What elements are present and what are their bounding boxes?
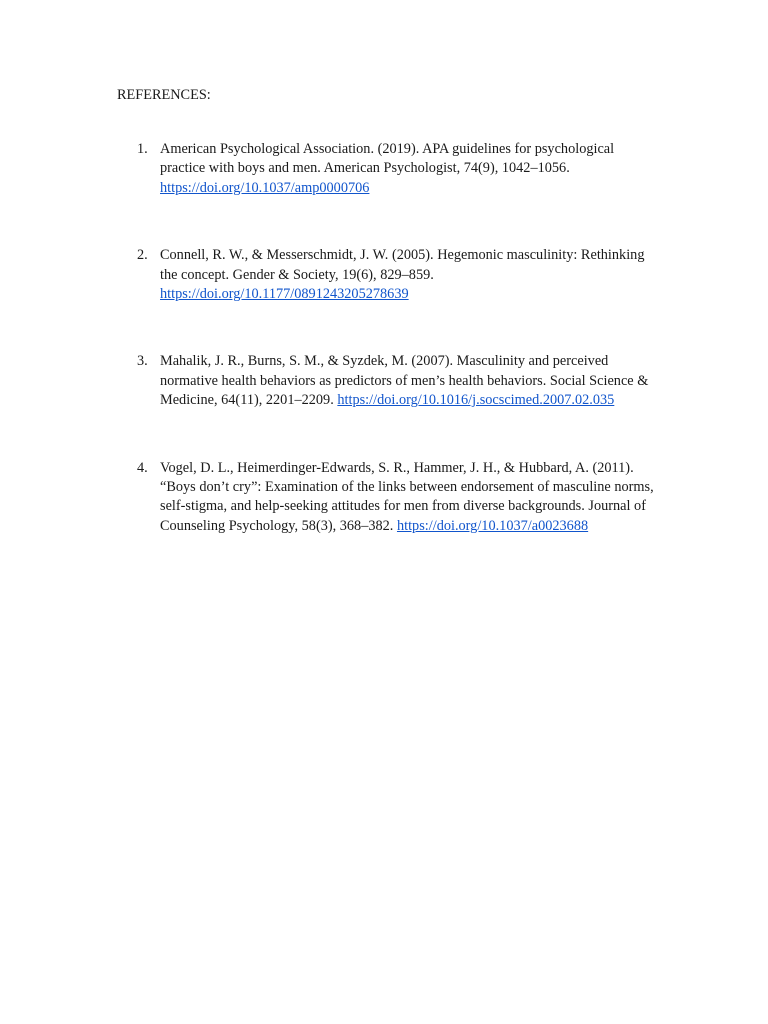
reference-doi-link[interactable]: https://doi.org/10.1177/0891243205278639 [160, 286, 409, 303]
reference-number: 4. [137, 459, 148, 476]
reference-doi-link[interactable]: https://doi.org/10.1037/amp0000706 [160, 179, 370, 196]
reference-citation: American Psychological Association. (2019). APA guidelines for psychological practice with boys and men. American Psychologist, 74(9), 1042–1056. [160, 141, 615, 177]
reference-item-2 [117, 246, 657, 304]
reference-doi-link[interactable]: https://doi.org/10.1016/j.socscimed.2007.02.035 [337, 392, 615, 409]
reference-number: 1. [137, 141, 148, 157]
reference-citation: Connell, R. W., & Messerschmidt, J. W. (2005). Hegemonic masculinity: Rethinking the concept. Gender & Society, 19(6), 829–859. [160, 247, 645, 283]
reference-list [117, 140, 657, 584]
reference-item-1 [117, 140, 657, 198]
reference-doi-link[interactable]: https://doi.org/10.1037/a0023688 [396, 517, 589, 534]
reference-item-3 [117, 352, 657, 410]
reference-number: 2. [137, 247, 148, 264]
reference-citation: Vogel, D. L., Heimerdinger-Edwards, S. R., Hammer, J. H., & Hubbard, A. (2011). “Boys don’t cry”: Examination of the links between endorsement of masculine norms, self-stigma, and help-seeking attitudes for men from diverse backgrounds. Journal of Counseling Psychology, 58(3), 368–382. [160, 459, 654, 534]
reference-citation: Mahalik, J. R., Burns, S. M., & Syzdek, M. (2007). Masculinity and perceived normative health behaviors as predictors of men’s health behaviors. Social Science & Medicine, 64(11), 2201–2209. [160, 353, 649, 409]
references-heading: REFERENCES: [117, 87, 211, 103]
reference-number: 3. [137, 353, 148, 370]
reference-item-4 [117, 459, 657, 537]
